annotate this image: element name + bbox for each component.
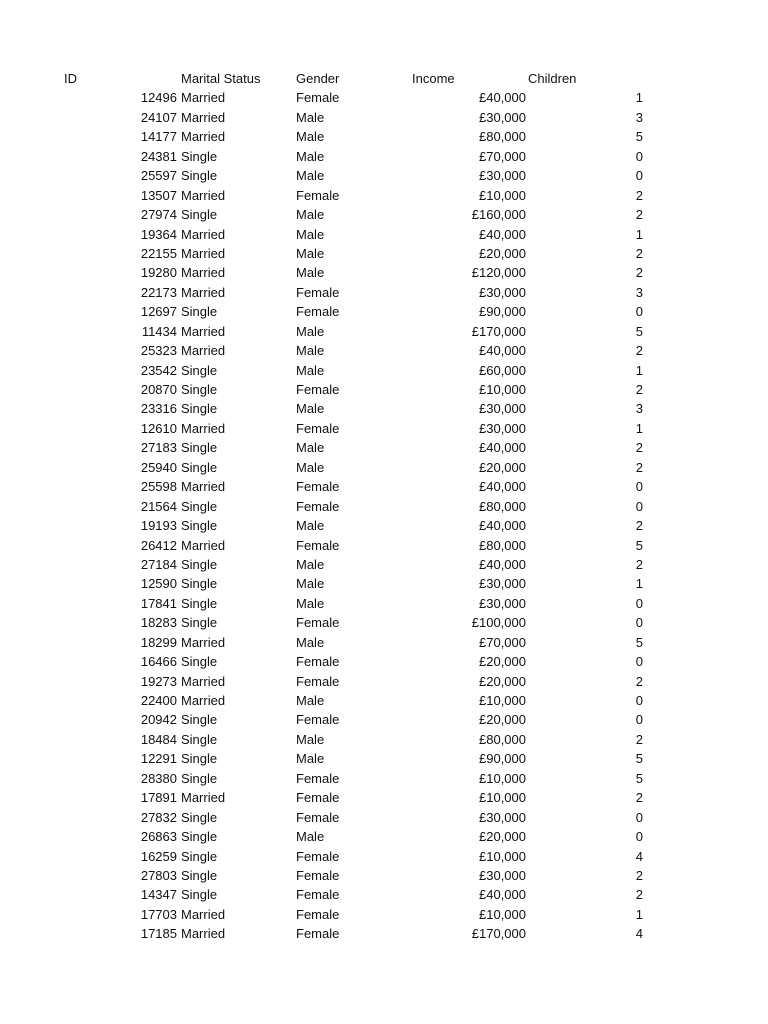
cell-gender: Male xyxy=(296,323,325,339)
cell-marital-status: Single xyxy=(181,518,218,534)
cell-income: £80,000 xyxy=(479,129,526,145)
table-row xyxy=(0,847,768,866)
cell-id: 23316 xyxy=(140,401,177,417)
cell-gender: Male xyxy=(296,265,325,281)
cell-gender: Female xyxy=(296,304,340,320)
cell-income: £30,000 xyxy=(479,576,526,592)
cell-income: £40,000 xyxy=(479,518,526,534)
cell-marital-status: Married xyxy=(181,90,226,106)
cell-id: 17841 xyxy=(140,595,177,611)
cell-children: 0 xyxy=(635,615,643,631)
cell-children: 1 xyxy=(635,906,643,922)
table-row xyxy=(0,905,768,924)
table-row xyxy=(0,283,768,302)
table-row xyxy=(0,477,768,496)
cell-income: £90,000 xyxy=(479,751,526,767)
cell-income: £30,000 xyxy=(479,420,526,436)
header-id: ID xyxy=(64,71,77,86)
cell-marital-status: Single xyxy=(181,615,218,631)
cell-id: 27183 xyxy=(140,440,177,456)
cell-marital-status: Married xyxy=(181,479,226,495)
cell-children: 0 xyxy=(635,829,643,845)
cell-gender: Female xyxy=(296,615,340,631)
cell-children: 5 xyxy=(635,537,643,553)
cell-id: 19280 xyxy=(140,265,177,281)
cell-marital-status: Married xyxy=(181,926,226,942)
cell-gender: Male xyxy=(296,440,325,456)
cell-marital-status: Married xyxy=(181,693,226,708)
cell-children: 2 xyxy=(635,187,643,203)
cell-id: 25598 xyxy=(140,479,177,495)
cell-marital-status: Single xyxy=(181,576,218,592)
cell-marital-status: Single xyxy=(181,440,218,456)
cell-income: £170,000 xyxy=(471,926,526,942)
table-row xyxy=(0,827,768,846)
table-row xyxy=(0,924,768,943)
table-row xyxy=(0,244,768,263)
cell-gender: Female xyxy=(296,712,340,728)
cell-id: 25323 xyxy=(140,343,177,359)
cell-id: 24381 xyxy=(140,148,177,164)
cell-children: 3 xyxy=(635,284,643,300)
cell-gender: Male xyxy=(296,109,325,125)
cell-id: 23542 xyxy=(140,362,177,378)
cell-id: 11434 xyxy=(141,323,177,339)
cell-income: £10,000 xyxy=(479,790,526,806)
cell-income: £10,000 xyxy=(479,693,526,708)
cell-gender: Male xyxy=(296,829,325,845)
cell-income: £30,000 xyxy=(479,595,526,611)
cell-id: 27803 xyxy=(140,867,177,883)
cell-gender: Male xyxy=(296,129,325,145)
cell-children: 0 xyxy=(635,148,643,164)
cell-marital-status: Single xyxy=(181,731,218,747)
cell-income: £20,000 xyxy=(479,245,526,261)
table-row xyxy=(0,205,768,224)
cell-gender: Male xyxy=(296,731,325,747)
cell-children: 0 xyxy=(635,693,643,708)
cell-gender: Female xyxy=(296,770,340,786)
cell-id: 26863 xyxy=(140,829,177,845)
cell-gender: Female xyxy=(296,420,340,436)
cell-children: 2 xyxy=(635,731,643,747)
table-row xyxy=(0,672,768,691)
cell-gender: Female xyxy=(296,479,340,495)
cell-gender: Male xyxy=(296,148,325,164)
cell-marital-status: Married xyxy=(181,284,226,300)
cell-id: 22400 xyxy=(140,693,177,708)
cell-id: 18484 xyxy=(140,731,177,747)
spreadsheet-table xyxy=(0,69,768,944)
cell-income: £10,000 xyxy=(479,770,526,786)
cell-income: £20,000 xyxy=(479,673,526,689)
table-body xyxy=(0,88,768,943)
cell-id: 19193 xyxy=(140,518,177,534)
cell-income: £10,000 xyxy=(479,187,526,203)
table-row xyxy=(0,710,768,729)
cell-children: 2 xyxy=(635,673,643,689)
cell-id: 24107 xyxy=(140,109,177,125)
cell-marital-status: Married xyxy=(181,790,226,806)
cell-id: 17185 xyxy=(140,926,177,942)
cell-children: 3 xyxy=(635,401,643,417)
cell-children: 2 xyxy=(635,382,643,397)
cell-id: 20942 xyxy=(140,712,177,728)
table-row xyxy=(0,516,768,535)
cell-id: 28380 xyxy=(140,770,177,786)
cell-children: 3 xyxy=(635,109,643,125)
cell-marital-status: Married xyxy=(181,265,226,281)
cell-children: 0 xyxy=(635,479,643,495)
cell-gender: Male xyxy=(296,459,325,475)
cell-marital-status: Married xyxy=(181,129,226,145)
cell-income: £40,000 xyxy=(479,440,526,456)
cell-marital-status: Married xyxy=(181,245,226,261)
cell-gender: Female xyxy=(296,90,340,106)
cell-marital-status: Single xyxy=(181,148,218,164)
cell-income: £10,000 xyxy=(479,382,526,397)
cell-children: 0 xyxy=(635,168,643,184)
cell-children: 1 xyxy=(635,226,643,242)
cell-id: 22173 xyxy=(140,284,177,300)
table-row xyxy=(0,458,768,477)
header-children: Children xyxy=(528,71,577,86)
table-row xyxy=(0,322,768,341)
cell-marital-status: Married xyxy=(181,226,226,242)
table-row xyxy=(0,536,768,555)
cell-children: 5 xyxy=(635,634,643,650)
cell-income: £40,000 xyxy=(479,887,526,903)
cell-income: £40,000 xyxy=(479,556,526,572)
table-row xyxy=(0,866,768,885)
cell-children: 1 xyxy=(635,576,643,592)
cell-id: 12610 xyxy=(140,420,177,436)
cell-marital-status: Single xyxy=(181,595,218,611)
cell-income: £70,000 xyxy=(479,634,526,650)
cell-children: 2 xyxy=(635,518,643,534)
cell-income: £30,000 xyxy=(479,867,526,883)
cell-marital-status: Single xyxy=(181,401,218,417)
cell-id: 12590 xyxy=(140,576,177,592)
cell-income: £120,000 xyxy=(471,265,526,281)
cell-gender: Female xyxy=(296,809,340,825)
cell-income: £30,000 xyxy=(479,168,526,184)
cell-id: 17703 xyxy=(140,906,177,922)
cell-gender: Female xyxy=(296,848,340,864)
table-row xyxy=(0,438,768,457)
table-row xyxy=(0,225,768,244)
cell-gender: Male xyxy=(296,556,325,572)
cell-income: £40,000 xyxy=(479,90,526,106)
cell-gender: Female xyxy=(296,654,340,670)
cell-gender: Female xyxy=(296,284,340,300)
cell-id: 22155 xyxy=(140,245,177,261)
table-row xyxy=(0,730,768,749)
table-row xyxy=(0,302,768,321)
cell-income: £20,000 xyxy=(479,654,526,670)
cell-children: 0 xyxy=(635,654,643,670)
table-row xyxy=(0,749,768,768)
cell-id: 25597 xyxy=(140,168,177,184)
cell-income: £10,000 xyxy=(479,848,526,864)
cell-gender: Male xyxy=(296,576,325,592)
cell-income: £160,000 xyxy=(471,207,526,223)
cell-gender: Female xyxy=(296,906,340,922)
cell-gender: Female xyxy=(296,887,340,903)
cell-income: £30,000 xyxy=(479,284,526,300)
cell-income: £90,000 xyxy=(479,304,526,320)
cell-marital-status: Single xyxy=(181,556,218,572)
cell-income: £30,000 xyxy=(479,401,526,417)
cell-marital-status: Single xyxy=(181,809,218,825)
cell-marital-status: Single xyxy=(181,887,218,903)
cell-gender: Female xyxy=(296,382,340,397)
cell-id: 14177 xyxy=(140,129,177,145)
cell-id: 18299 xyxy=(140,634,177,650)
cell-gender: Male xyxy=(296,343,325,359)
table-row xyxy=(0,263,768,282)
table-row xyxy=(0,652,768,671)
cell-gender: Male xyxy=(296,634,325,650)
cell-income: £100,000 xyxy=(471,615,526,631)
cell-income: £70,000 xyxy=(479,148,526,164)
cell-marital-status: Married xyxy=(181,906,226,922)
cell-children: 4 xyxy=(635,926,643,942)
cell-children: 2 xyxy=(635,265,643,281)
cell-id: 25940 xyxy=(140,459,177,475)
table-row xyxy=(0,691,768,710)
cell-income: £80,000 xyxy=(479,537,526,553)
cell-income: £40,000 xyxy=(479,226,526,242)
table-row xyxy=(0,186,768,205)
cell-children: 0 xyxy=(635,304,643,320)
table-row xyxy=(0,341,768,360)
cell-marital-status: Married xyxy=(181,673,226,689)
cell-children: 2 xyxy=(635,207,643,223)
table-row xyxy=(0,88,768,107)
cell-gender: Male xyxy=(296,362,325,378)
cell-id: 17891 xyxy=(140,790,177,806)
cell-income: £80,000 xyxy=(479,498,526,514)
cell-income: £20,000 xyxy=(479,829,526,845)
cell-gender: Female xyxy=(296,867,340,883)
cell-children: 5 xyxy=(635,323,643,339)
cell-marital-status: Single xyxy=(181,712,218,728)
cell-marital-status: Single xyxy=(181,751,218,767)
cell-children: 0 xyxy=(635,712,643,728)
cell-marital-status: Married xyxy=(181,537,226,553)
table-row xyxy=(0,574,768,593)
cell-gender: Female xyxy=(296,187,340,203)
cell-id: 19273 xyxy=(140,673,177,689)
cell-marital-status: Married xyxy=(181,323,226,339)
table-row xyxy=(0,633,768,652)
table-row xyxy=(0,497,768,516)
cell-marital-status: Single xyxy=(181,207,218,223)
cell-marital-status: Single xyxy=(181,867,218,883)
cell-marital-status: Single xyxy=(181,459,218,475)
cell-gender: Female xyxy=(296,790,340,806)
cell-id: 18283 xyxy=(140,615,177,631)
cell-marital-status: Married xyxy=(181,420,226,436)
cell-marital-status: Single xyxy=(181,304,218,320)
table-row xyxy=(0,788,768,807)
cell-gender: Male xyxy=(296,595,325,611)
cell-children: 5 xyxy=(635,129,643,145)
cell-income: £20,000 xyxy=(479,712,526,728)
cell-marital-status: Single xyxy=(181,654,218,670)
cell-income: £20,000 xyxy=(479,459,526,475)
cell-children: 1 xyxy=(635,90,643,106)
cell-income: £40,000 xyxy=(479,479,526,495)
cell-id: 16466 xyxy=(140,654,177,670)
cell-children: 2 xyxy=(635,867,643,883)
cell-id: 27832 xyxy=(140,809,177,825)
cell-marital-status: Single xyxy=(181,829,218,845)
table-row xyxy=(0,885,768,904)
table-row xyxy=(0,166,768,185)
cell-income: £30,000 xyxy=(479,109,526,125)
table-row xyxy=(0,361,768,380)
cell-id: 21564 xyxy=(140,498,177,514)
cell-marital-status: Single xyxy=(181,382,218,397)
cell-gender: Female xyxy=(296,537,340,553)
cell-children: 0 xyxy=(635,498,643,514)
cell-gender: Male xyxy=(296,518,325,534)
table-row xyxy=(0,399,768,418)
cell-marital-status: Married xyxy=(181,634,226,650)
cell-children: 2 xyxy=(635,245,643,261)
cell-children: 2 xyxy=(635,343,643,359)
header-gender: Gender xyxy=(296,71,340,86)
cell-gender: Male xyxy=(296,401,325,417)
cell-id: 16259 xyxy=(140,848,177,864)
cell-gender: Male xyxy=(296,207,325,223)
cell-children: 1 xyxy=(635,362,643,378)
cell-children: 0 xyxy=(635,595,643,611)
cell-children: 2 xyxy=(635,440,643,456)
cell-id: 12291 xyxy=(140,751,177,767)
cell-income: £30,000 xyxy=(479,809,526,825)
cell-gender: Female xyxy=(296,673,340,689)
cell-gender: Male xyxy=(296,226,325,242)
cell-marital-status: Single xyxy=(181,362,218,378)
cell-gender: Female xyxy=(296,498,340,514)
cell-id: 12697 xyxy=(140,304,177,320)
table-row xyxy=(0,147,768,166)
cell-income: £80,000 xyxy=(479,731,526,747)
cell-marital-status: Single xyxy=(181,848,218,864)
cell-id: 14347 xyxy=(140,887,177,903)
cell-id: 20870 xyxy=(140,382,177,397)
table-row xyxy=(0,769,768,788)
cell-children: 2 xyxy=(635,459,643,475)
table-row xyxy=(0,127,768,146)
cell-gender: Male xyxy=(296,751,325,767)
table-row xyxy=(0,613,768,632)
table-row xyxy=(0,594,768,613)
cell-income: £60,000 xyxy=(479,362,526,378)
cell-id: 27184 xyxy=(140,556,177,572)
cell-id: 12496 xyxy=(140,90,177,106)
cell-income: £10,000 xyxy=(479,906,526,922)
cell-children: 5 xyxy=(635,770,643,786)
cell-marital-status: Married xyxy=(181,343,226,359)
cell-marital-status: Single xyxy=(181,770,218,786)
header-row xyxy=(0,69,768,88)
cell-income: £170,000 xyxy=(471,323,526,339)
cell-id: 19364 xyxy=(140,226,177,242)
table-row xyxy=(0,380,768,399)
cell-marital-status: Single xyxy=(181,498,218,514)
cell-children: 2 xyxy=(635,790,643,806)
header-marital-status: Marital Status xyxy=(181,71,261,86)
cell-gender: Male xyxy=(296,693,325,708)
cell-marital-status: Married xyxy=(181,187,226,203)
cell-marital-status: Married xyxy=(181,109,226,125)
table-row xyxy=(0,108,768,127)
cell-children: 2 xyxy=(635,556,643,572)
cell-id: 26412 xyxy=(140,537,177,553)
cell-children: 2 xyxy=(635,887,643,903)
table-row xyxy=(0,808,768,827)
cell-gender: Male xyxy=(296,168,325,184)
cell-gender: Female xyxy=(296,926,340,942)
cell-income: £40,000 xyxy=(479,343,526,359)
table-row xyxy=(0,555,768,574)
cell-marital-status: Single xyxy=(181,168,218,184)
cell-id: 13507 xyxy=(140,187,177,203)
cell-children: 4 xyxy=(635,848,643,864)
cell-children: 1 xyxy=(635,420,643,436)
header-income: Income xyxy=(412,71,455,86)
cell-gender: Male xyxy=(296,245,325,261)
cell-children: 5 xyxy=(635,751,643,767)
cell-children: 0 xyxy=(635,809,643,825)
table-row xyxy=(0,419,768,438)
cell-id: 27974 xyxy=(140,207,177,223)
